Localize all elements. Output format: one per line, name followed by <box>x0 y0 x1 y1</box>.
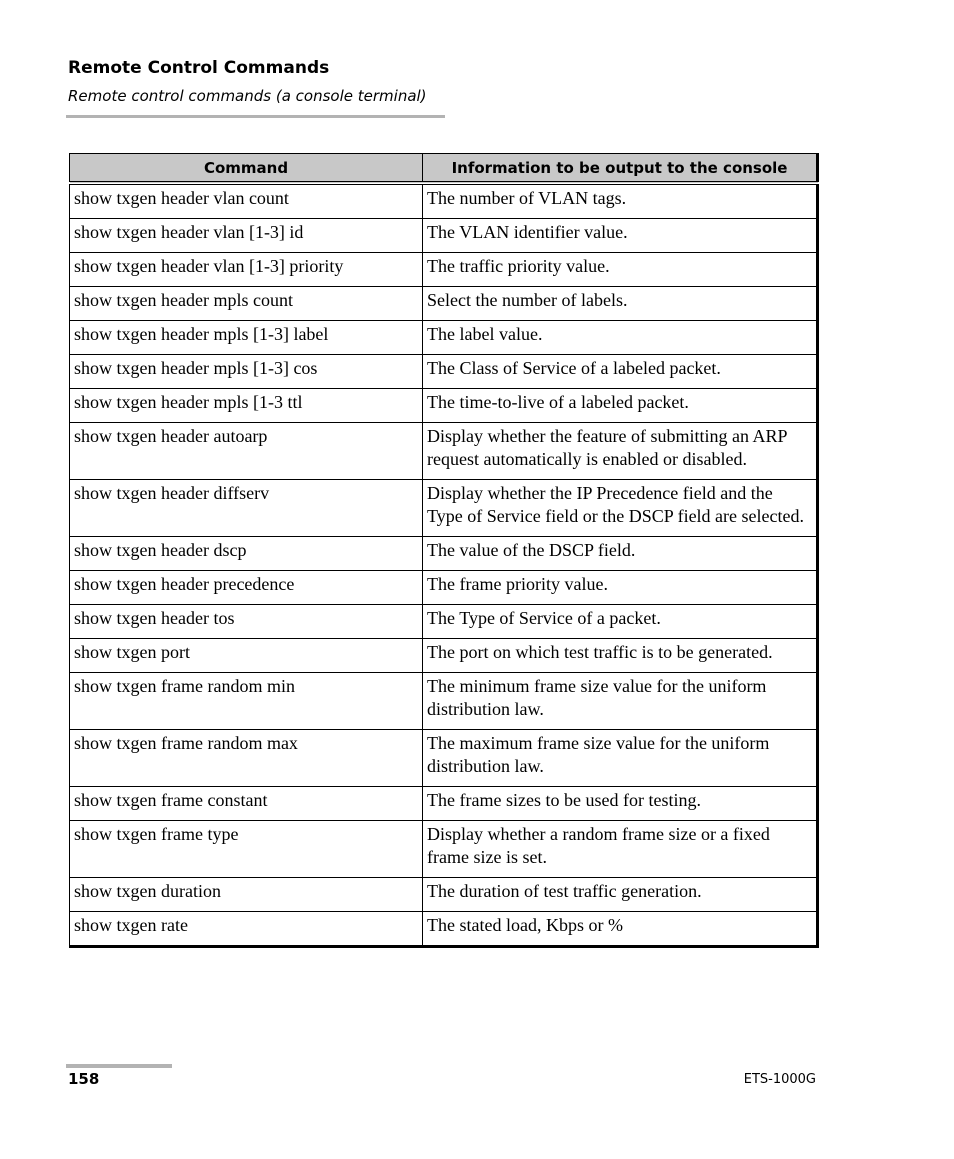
information-cell: Display whether the feature of submitting an ARP request automatically is enabled or disabled. <box>423 423 818 480</box>
commands-table <box>69 153 819 948</box>
table-row <box>70 821 818 878</box>
information-cell: Display whether a random frame size or a fixed frame size is set. <box>423 821 818 878</box>
command-cell: show txgen rate <box>70 912 423 947</box>
command-cell: show txgen header mpls [1-3 ttl <box>70 389 423 423</box>
information-cell: The minimum frame size value for the uniform distribution law. <box>423 673 818 730</box>
information-cell: The frame sizes to be used for testing. <box>423 787 818 821</box>
command-cell: show txgen frame random min <box>70 673 423 730</box>
column-header-information: Information to be output to the console <box>423 154 818 184</box>
command-cell: show txgen duration <box>70 878 423 912</box>
table-row <box>70 787 818 821</box>
command-cell: show txgen frame constant <box>70 787 423 821</box>
information-cell: The stated load, Kbps or % <box>423 912 818 947</box>
table-row <box>70 219 818 253</box>
table-row <box>70 639 818 673</box>
table-row <box>70 253 818 287</box>
command-cell: show txgen header tos <box>70 605 423 639</box>
information-cell: The Class of Service of a labeled packet. <box>423 355 818 389</box>
information-cell: Display whether the IP Precedence field and the Type of Service field or the DSCP field are selected. <box>423 480 818 537</box>
section-title: Remote Control Commands <box>68 58 330 78</box>
information-cell: The duration of test traffic generation. <box>423 878 818 912</box>
command-cell: show txgen header diffserv <box>70 480 423 537</box>
table-row <box>70 730 818 787</box>
table-row <box>70 321 818 355</box>
page-number: 158 <box>68 1070 100 1088</box>
table-row <box>70 423 818 480</box>
information-cell: The value of the DSCP field. <box>423 537 818 571</box>
table-row <box>70 537 818 571</box>
command-cell: show txgen header mpls [1-3] label <box>70 321 423 355</box>
table-row <box>70 912 818 947</box>
column-header-command: Command <box>70 154 423 184</box>
document-id: ETS-1000G <box>743 1072 816 1087</box>
table-header-row <box>70 154 818 184</box>
information-cell: The number of VLAN tags. <box>423 183 818 219</box>
command-cell: show txgen header vlan [1-3] id <box>70 219 423 253</box>
command-cell: show txgen frame type <box>70 821 423 878</box>
command-cell: show txgen header dscp <box>70 537 423 571</box>
command-cell: show txgen header precedence <box>70 571 423 605</box>
footer-rule <box>66 1064 172 1068</box>
table-row <box>70 389 818 423</box>
command-cell: show txgen header vlan [1-3] priority <box>70 253 423 287</box>
table-row <box>70 287 818 321</box>
table-row <box>70 878 818 912</box>
command-cell: show txgen frame random max <box>70 730 423 787</box>
table-body <box>70 183 818 947</box>
table-row <box>70 571 818 605</box>
command-cell: show txgen header mpls count <box>70 287 423 321</box>
information-cell: The frame priority value. <box>423 571 818 605</box>
header-rule <box>66 115 445 118</box>
table-row <box>70 355 818 389</box>
information-cell: Select the number of labels. <box>423 287 818 321</box>
command-cell: show txgen port <box>70 639 423 673</box>
information-cell: The maximum frame size value for the uniform distribution law. <box>423 730 818 787</box>
table-row <box>70 480 818 537</box>
command-cell: show txgen header mpls [1-3] cos <box>70 355 423 389</box>
information-cell: The label value. <box>423 321 818 355</box>
command-cell: show txgen header autoarp <box>70 423 423 480</box>
information-cell: The Type of Service of a packet. <box>423 605 818 639</box>
information-cell: The time-to-live of a labeled packet. <box>423 389 818 423</box>
section-subtitle: Remote control commands (a console terminal) <box>68 87 427 105</box>
information-cell: The port on which test traffic is to be generated. <box>423 639 818 673</box>
table-row <box>70 183 818 219</box>
table-row <box>70 673 818 730</box>
information-cell: The traffic priority value. <box>423 253 818 287</box>
information-cell: The VLAN identifier value. <box>423 219 818 253</box>
table-row <box>70 605 818 639</box>
table-header <box>70 154 818 184</box>
command-cell: show txgen header vlan count <box>70 183 423 219</box>
